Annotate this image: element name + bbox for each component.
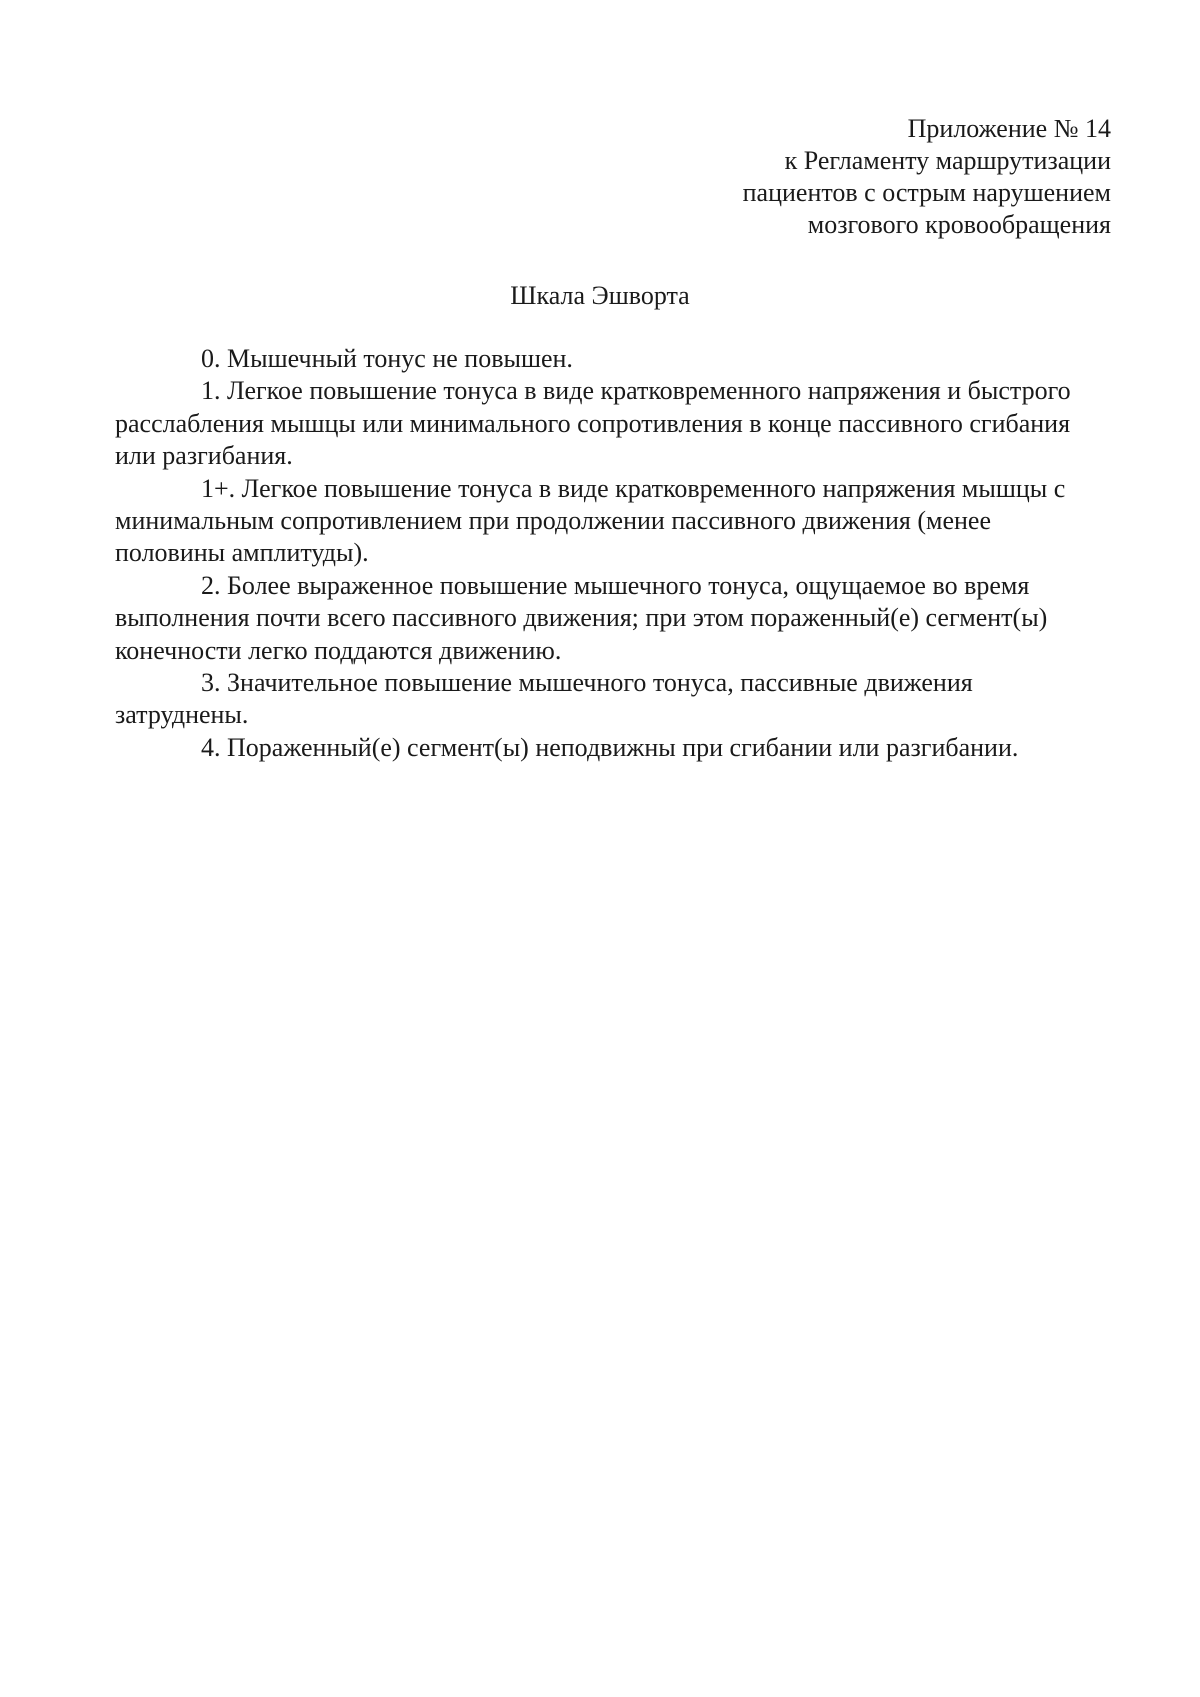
appendix-line-circulation: мозгового кровообращения <box>807 210 1111 239</box>
scale-item-0: 0. Мышечный тонус не повышен. <box>201 344 573 373</box>
scale-item-1-plus: 1+. Легкое повышение тонуса в виде кратковременного напряжения мышцы с минимальным сопротивлением при продолжении пассивного движения (менее половины амплитуды). <box>115 473 1066 568</box>
scale-item-4: 4. Пораженный(е) сегмент(ы) неподвижны при сгибании или разгибании. <box>201 732 1019 762</box>
document-title: Шкала Эшворта <box>510 281 690 310</box>
appendix-line-patients: пациентов с острым нарушением <box>742 178 1111 207</box>
appendix-line-regulation: к Регламенту маршрутизации <box>784 146 1111 175</box>
appendix-header <box>743 113 1111 241</box>
scale-item-2: 2. Более выраженное повышение мышечного тонуса, ощущаемое во время выполнения почти всего пассивного движения; при этом пораженный(е) сегмент(ы) конечности легко поддаются движению. <box>115 570 1048 665</box>
scale-item-3: 3. Значительное повышение мышечного тонуса, пассивные движения затруднены. <box>115 668 973 730</box>
scale-item-1: 1. Легкое повышение тонуса в виде кратковременного напряжения и быстрого расслабления мышцы или минимального сопротивления в конце пассивного сгибания или разгибания. <box>115 376 1071 471</box>
ashworth-scale-list <box>115 343 1105 764</box>
appendix-number: Приложение № 14 <box>907 114 1111 143</box>
